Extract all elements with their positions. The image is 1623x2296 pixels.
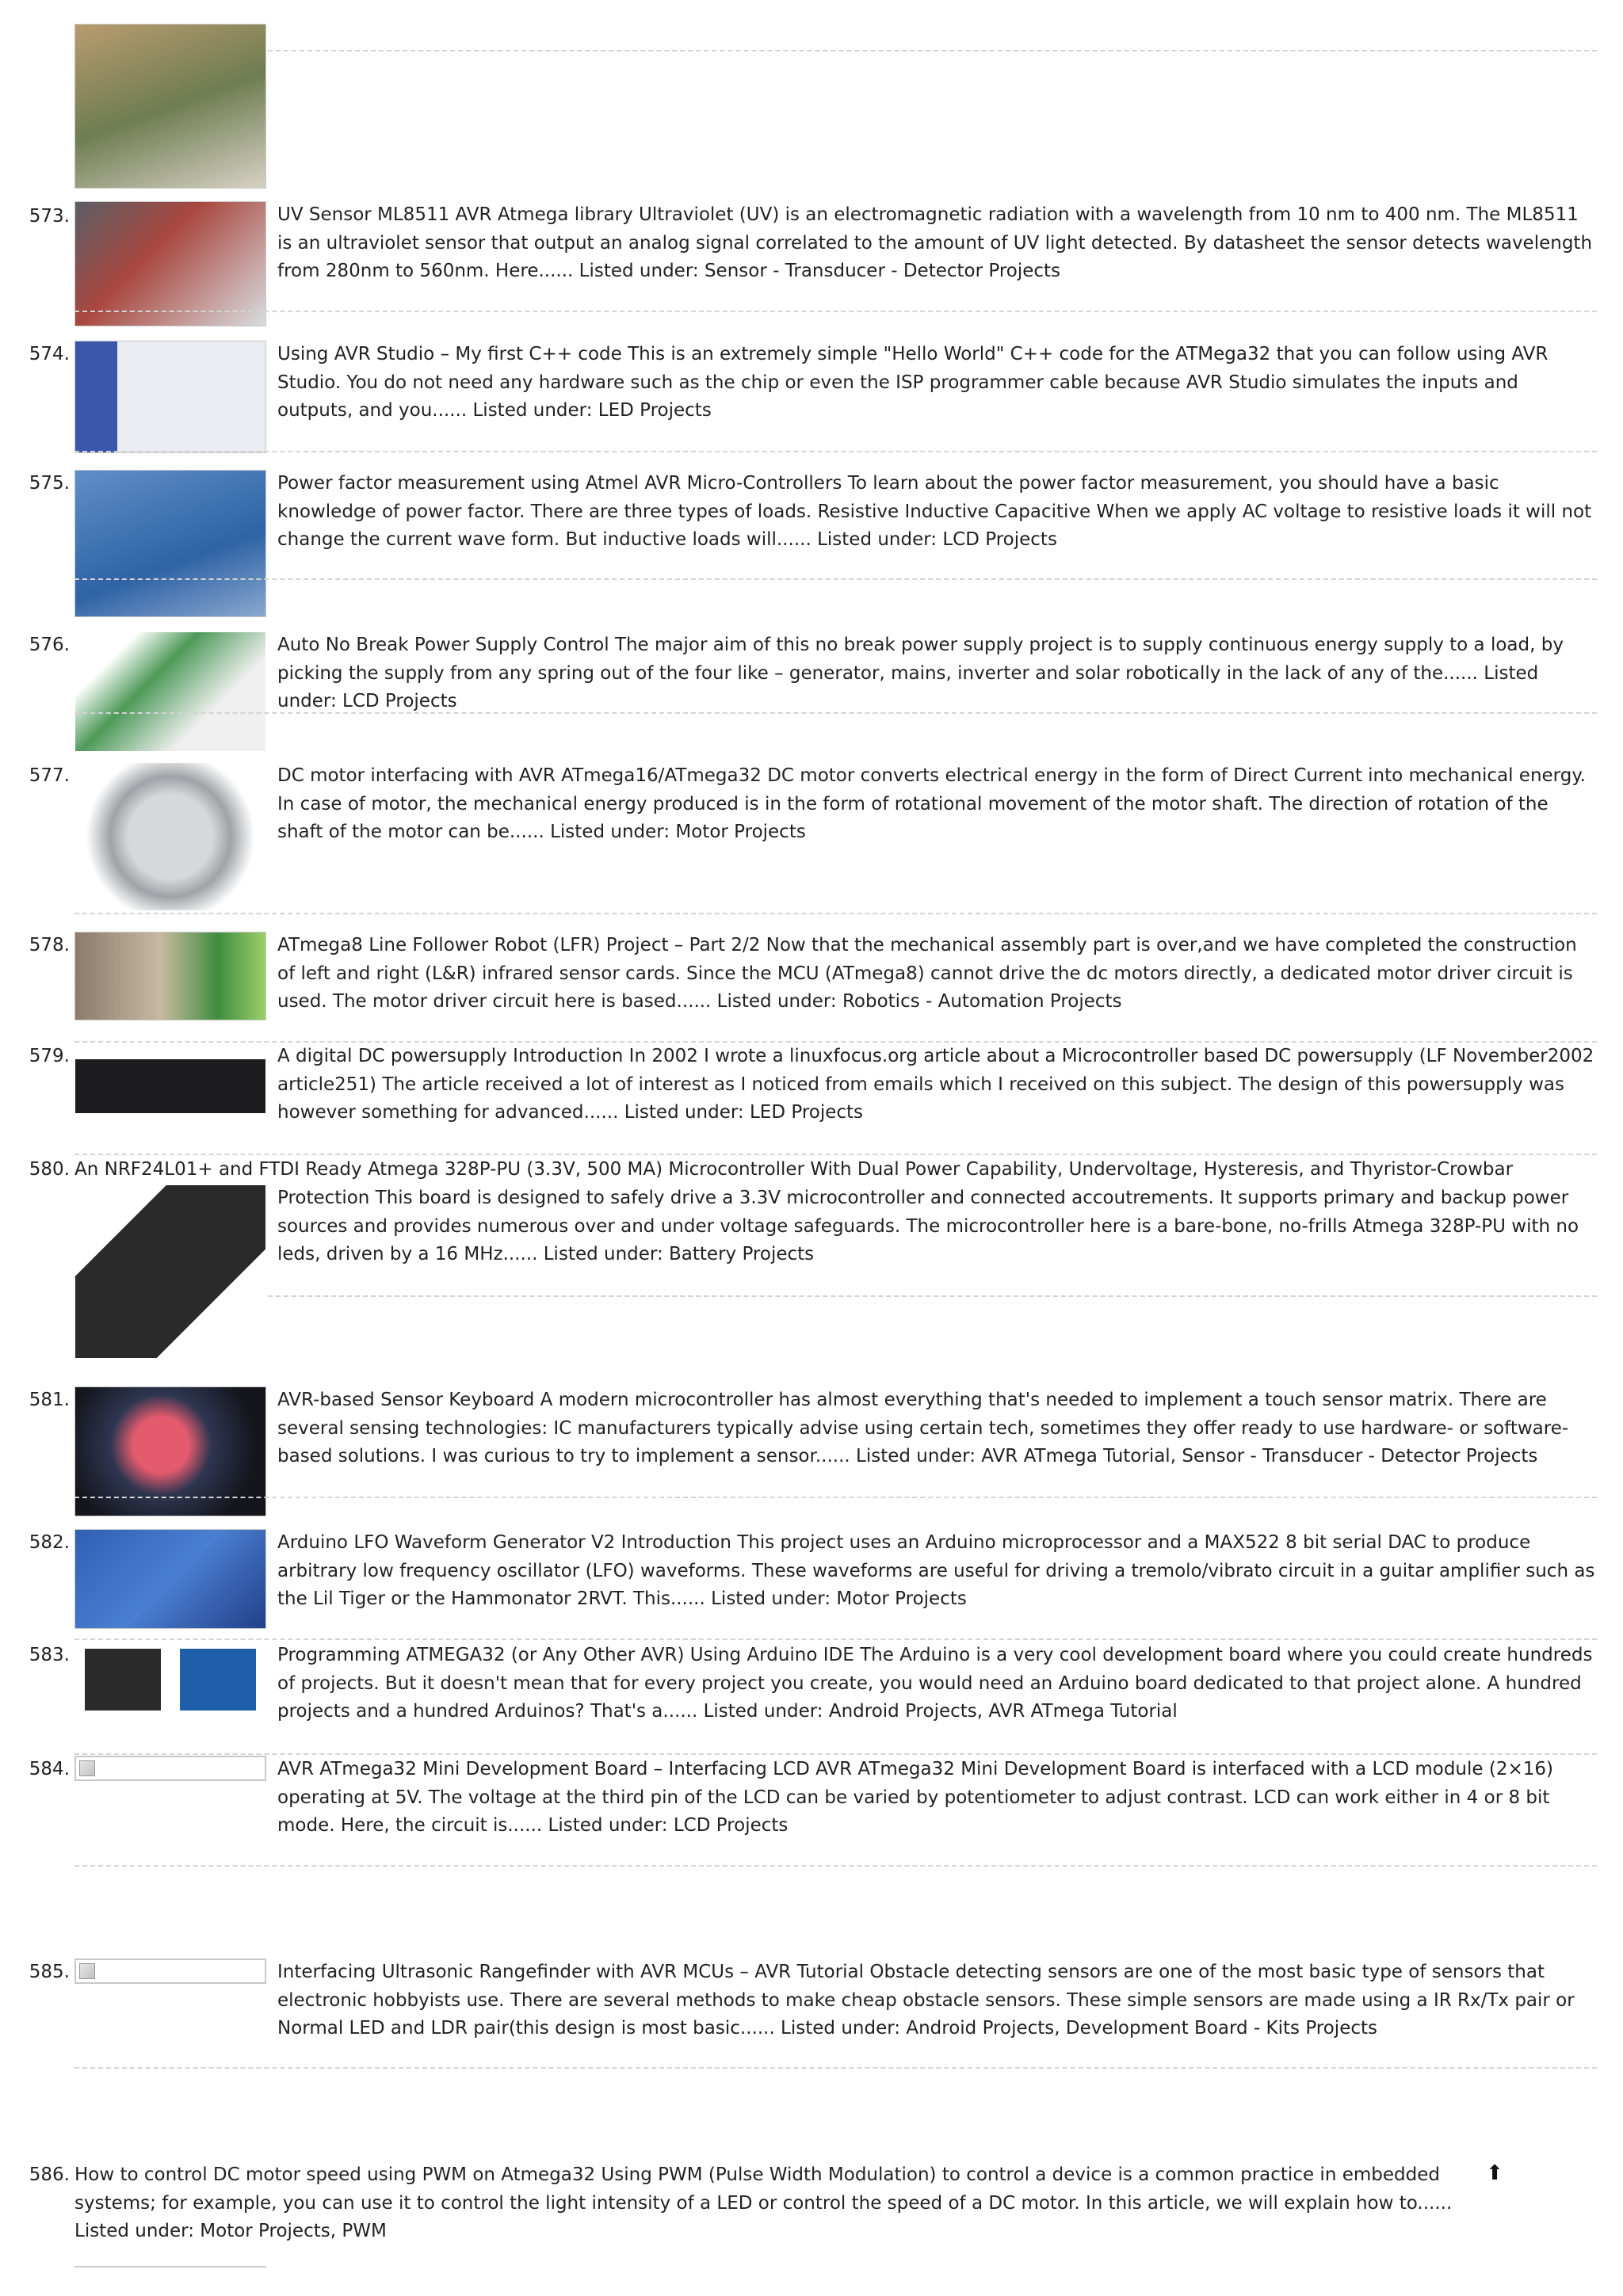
divider bbox=[74, 1638, 1597, 1640]
item-number: 583. bbox=[29, 1645, 70, 1665]
item-description[interactable]: Arduino LFO Waveform Generator V2 Introduction This project uses an Arduino microprocessor and a MAX522 8 bit serial DAC to produce arbitrary low frequency oscillator (LFO) waveforms. These waveforms are useful for driving a tremolo/vibrato circuit in a guitar amplifier such as the Lil Tiger or the Hammonator 2RVT. This...... Listed under: Motor Projects bbox=[277, 1532, 1595, 1609]
divider bbox=[74, 1865, 1597, 1867]
broken-image-icon[interactable] bbox=[74, 1958, 266, 1984]
item-description[interactable]: ATmega8 Line Follower Robot (LFR) Project – Part 2/2 Now that the mechanical assembly part is over,and we have completed the construction of left and right (L&R) infrared sensor cards. Since the MCU (ATmega8) cannot drive the dc motors directly, a dedicated motor driver circuit is used. The motor driver circuit here is based...... Listed under: Robotics - Automation Projects bbox=[277, 935, 1577, 1012]
item-thumbnail[interactable] bbox=[74, 201, 266, 326]
item-number: 575. bbox=[29, 473, 70, 494]
item-description[interactable]: How to control DC motor speed using PWM on Atmega32 Using PWM (Pulse Width Modulation) to control a device is a common practice in embedded systems; for example, you can use it to control the light intensity of a LED or control the speed of a DC motor. In this article, we will explain how to...... Listed under: Motor Projects, PWM bbox=[74, 2164, 1453, 2241]
item-number: 574. bbox=[29, 344, 70, 364]
divider bbox=[74, 712, 1597, 714]
divider bbox=[74, 913, 1597, 914]
item-thumbnail[interactable] bbox=[74, 1184, 266, 1359]
item-thumbnail[interactable] bbox=[74, 2266, 266, 2296]
divider bbox=[74, 578, 1597, 580]
item-description[interactable]: Interfacing Ultrasonic Rangefinder with AVR MCUs – AVR Tutorial Obstacle detecting sensors are one of the most basic type of sensors that electronic hobbyists use. There are several methods to make cheap obstacle sensors. These simple sensors are made using a IR Rx/Tx pair or Normal LED and LDR pair(this design is most basic...... Listed under: Android Projects, Development Board - Kits Projects bbox=[277, 1962, 1575, 2039]
item-description[interactable]: AVR-based Sensor Keyboard A modern microcontroller has almost everything that's needed to implement a touch sensor matrix. There are several sensing technologies: IC manufacturers typically advise using certain tech, sometimes they offer ready to use hardware- or software-based solutions. I was curious to try to implement a sensor...... Listed under: AVR ATmega Tutorial, Sensor - Transducer - Detector Projects bbox=[277, 1390, 1569, 1466]
item-number: 582. bbox=[29, 1532, 70, 1553]
item-description[interactable]: Programming ATMEGA32 (or Any Other AVR) Using Arduino IDE The Arduino is a very cool development board where you could create hundreds of projects. But it doesn't mean that for every project you create, you would need an Arduino board dedicated to that project alone. A hundred projects and a hundred Arduinos? That's a...... Listed under: Android Projects, AVR ATmega Tutorial bbox=[277, 1645, 1593, 1722]
item-number: 585. bbox=[29, 1962, 70, 1982]
item-description[interactable]: Auto No Break Power Supply Control The major aim of this no break power supply project is to supply continuous energy supply to a load, by picking the supply from any spring out of the four like – generator, mains, inverter and solar robotically in the lack of any of the...... Listed under: LCD Projects bbox=[277, 635, 1564, 711]
divider bbox=[74, 1497, 1597, 1498]
broken-image-icon[interactable] bbox=[74, 1756, 266, 1781]
item-thumbnail[interactable] bbox=[74, 1043, 266, 1131]
item-number: 578. bbox=[29, 935, 70, 955]
item-number: 586. bbox=[29, 2164, 70, 2185]
item-description[interactable]: Using AVR Studio – My first C++ code This is an extremely simple "Hello World" C++ code for the ATMega32 that you can follow using AVR Studio. You do not need any hardware such as the chip or even the ISP programmer cable because AVR Studio simulates the inputs and outputs, and you...... Listed under: LED Projects bbox=[277, 344, 1549, 421]
item-description[interactable]: UV Sensor ML8511 AVR Atmega library Ultraviolet (UV) is an electromagnetic radiation with a wavelength from 10 nm to 400 nm. The ML8511 is an ultraviolet sensor that output an analog signal correlated to the amount of UV light detected. By datasheet the sensor detects wavelength from 280nm to 560nm. Here...... Listed under: Sensor - Transducer - Detector Projects bbox=[277, 204, 1593, 281]
divider bbox=[268, 1295, 1597, 1297]
item-description[interactable]: DC motor interfacing with AVR ATmega16/ATmega32 DC motor converts electrical energy in the form of Direct Current into mechanical energy. In case of motor, the mechanical energy produced is in the form of rotational movement of the motor shaft. The direction of rotation of the shaft of the motor can be...... Listed under: Motor Projects bbox=[277, 765, 1586, 842]
item-description[interactable]: Protection This board is designed to safely drive a 3.3V microcontroller and connected accoutrements. It supports primary and backup power sources and provides numerous over and under voltage safeguards. The microcontroller here is a bare-bone, no-frills Atmega 328P-PU with no leds, driven by a 16 MHz...... Listed under: Battery Projects bbox=[277, 1188, 1579, 1264]
item-number: 573. bbox=[29, 206, 70, 227]
item-description[interactable]: A digital DC powersupply Introduction In 2002 I wrote a linuxfocus.org article about a Microcontroller based DC powersupply (LF November2002 article251) The article received a lot of interest as I noticed from emails which I received on this subject. The design of this powersupply was however something for advanced...... Listed under: LED Projects bbox=[277, 1046, 1594, 1123]
item-number: 584. bbox=[29, 1759, 70, 1779]
item-description[interactable]: Power factor measurement using Atmel AVR Micro-Controllers To learn about the power factor measurement, you should have a basic knowledge of power factor. There are three types of loads. Resistive Inductive Capacitive When we apply AC voltage to resistive loads it will not change the current wave form. But inductive loads will...... Listed under: LCD Projects bbox=[277, 473, 1592, 550]
item-thumbnail[interactable] bbox=[74, 341, 266, 453]
item-thumbnail[interactable] bbox=[74, 470, 266, 617]
item-description[interactable]: AVR ATmega32 Mini Development Board – Interfacing LCD AVR ATmega32 Mini Development Board is interfaced with a LCD module (2×16) operating at 5V. The voltage at the third pin of the LCD can be varied by potentiometer to adjust contrast. LCD can work either in 4 or 8 bit mode. Here, the circuit is...... Listed under: LCD Projects bbox=[277, 1759, 1553, 1836]
item-number: 580. bbox=[29, 1159, 70, 1180]
item-number: 581. bbox=[29, 1390, 70, 1410]
item-thumbnail[interactable] bbox=[74, 932, 266, 1020]
item-thumbnail[interactable] bbox=[74, 24, 266, 189]
divider bbox=[268, 50, 1597, 51]
item-number: 577. bbox=[29, 765, 70, 786]
item-number: 576. bbox=[29, 635, 70, 655]
divider bbox=[74, 2067, 1597, 2069]
up-arrow-icon[interactable]: ⬆ bbox=[1486, 2161, 1503, 2185]
item-title-line[interactable]: An NRF24L01+ and FTDI Ready Atmega 328P-PU (3.3V, 500 MA) Microcontroller With Dual Power Capability, Undervoltage, Hysteresis, and Thyristor-Crowbar bbox=[74, 1159, 1514, 1180]
divider bbox=[74, 451, 1597, 452]
item-number: 579. bbox=[29, 1046, 70, 1066]
item-thumbnail[interactable] bbox=[74, 631, 266, 752]
divider bbox=[74, 1753, 1597, 1755]
divider bbox=[74, 1154, 1597, 1155]
item-thumbnail[interactable] bbox=[74, 762, 266, 911]
divider bbox=[74, 311, 1597, 312]
item-thumbnail[interactable] bbox=[74, 1648, 266, 1711]
item-thumbnail[interactable] bbox=[74, 1529, 266, 1629]
